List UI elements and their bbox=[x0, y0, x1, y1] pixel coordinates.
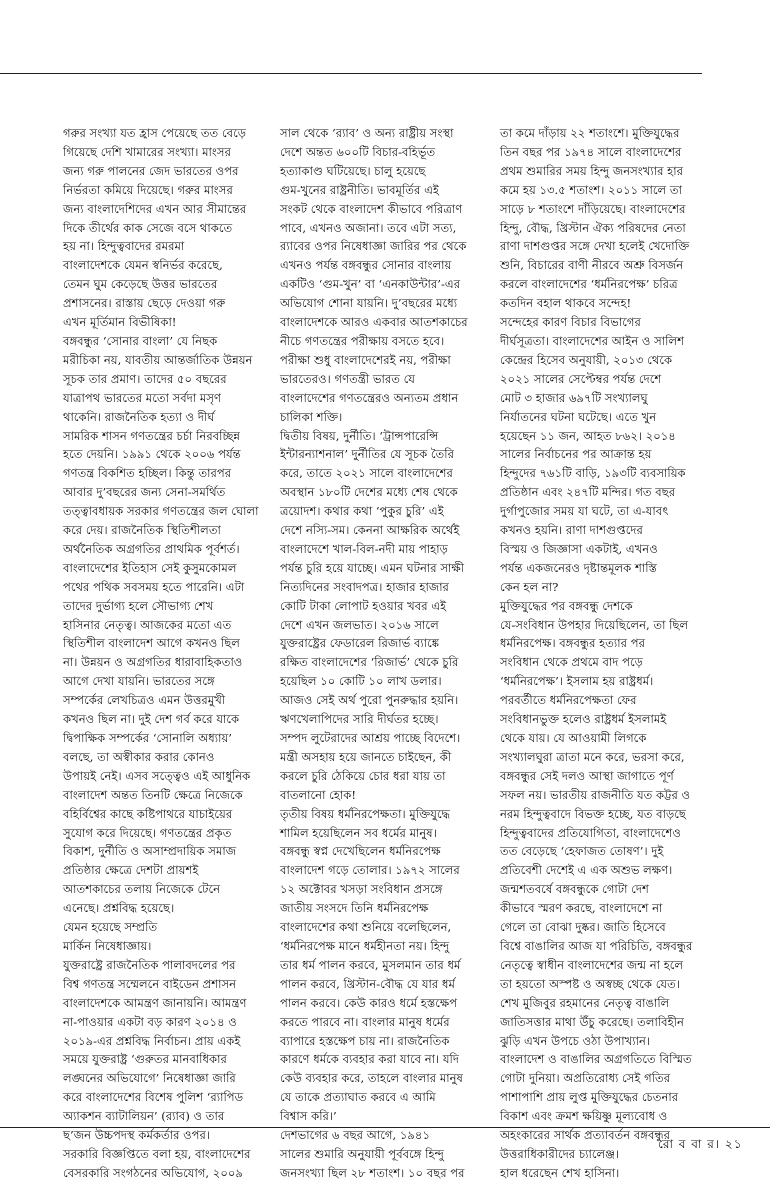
page-folio: রো ব বা র। ২১ bbox=[658, 1137, 743, 1151]
column-text: সাল থেকে ‘র‌্যাব’ ও অন্য রাষ্ট্রীয় সংস্থা দেশে অন্তত ৬০০টি বিচার-বহির্ভূত হত্যাকাণ্ড ঘটিয়েছে। চালু হয়েছে গুম-খুনের রাষ্ট্রনীতি। ভাবমূর্তির এই সংকট থেকে বাংলাদেশ কীভাবে পরিত্রাণ পাবে, এখনও অজানা। তবে এটা সত্য, র‌্যাবের ওপর নিষেধাজ্ঞা জারির পর থেকে এখনও পর্যন্ত বঙ্গবন্ধুর সোনার বাংলায় একটিও ‘গুম-খুন’ বা ‘এনকাউন্টার’-এর অভিযোগ শোনা যায়নি। দু’বছরের মধ্যে বাংলাদেশকে আরও একবার আতশকাচের নীচে গণতন্ত্রের পরীক্ষায় বসতে হবে। পরীক্ষা শুধু বাংলাদেশেরই নয়, পরীক্ষা ভারতেরও। গণতন্ত্রী ভারত যে বাংলাদেশের গণতন্ত্রেরও অন্যতম প্রধান চালিকা শক্তি। দ্বিতীয় বিষয়, দুর্নীতি। ‘ট্রান্সপারেন্সি ইন্টারন্যাশনাল’ দুর্নীতির যে সূচক তৈরি করে, তাতে ২০২১ সালে বাংলাদেশের অবস্থান ১৮০টি দেশের মধ্যে শেষ থেকে ত্রয়োদশ। কথার কথা ‘পুকুর চুরি’ এই দেশে নস্যি-সম। কেননা আক্ষরিক অর্থেই বাংলাদেশে খাল-বিল-নদী মায় পাহাড় পর্যন্ত চুরি হয়ে যাচ্ছে। এমন ঘটনার সাক্ষী নিত্যদিনের সংবাদপত্র। হাজার হাজার কোটি টাকা লোপাট হওয়ার খবর এই দেশে এখন জলভাত। ২০১৬ সালে যুক্তরাষ্ট্রের ফেডারেল রিজার্ভ ব্যাঙ্কে রক্ষিত বাংলাদেশের ‘রিজার্ভ’ থেকে চুরি হয়েছিল ১০ কোটি ১০ লাখ ডলার। আজও সেই অর্থ পুরো পুনরুদ্ধার হয়নি। ঋণখেলাপিদের সারি দীর্ঘতর হচ্ছে। সম্পদ লুটেরাদের আশ্রয় পাচ্ছে বিদেশে। মন্ত্রী অসহায় হয়ে জানতে চাইছেন, কী করলে চুরি ঠেকিয়ে চোর ধরা যায় তা বাতলানো হোক! তৃতীয় বিষয় ধর্মনিরপেক্ষতা। মুক্তিযুদ্ধে শামিল হয়েছিলেন সব ধর্মের মানুষ। বঙ্গবন্ধু স্বপ্ন দেখেছিলেন ধর্মনিরপেক্ষ বাংলাদেশ গড়ে তোলার। ১৯৭২ সালের ১২ অক্টোবর খসড়া সংবিধান প্রসঙ্গে জাতীয় সংসদে তিনি ধর্মনিরপেক্ষ বাংলাদেশের কথা শুনিয়ে বলেছিলেন, ‘ধর্মনিরপেক্ষ মানে ধর্মহীনতা নয়। হিন্দু তার ধর্ম পালন করবে, মুসলমান তার ধর্ম পালন করবে, খ্রিস্টান-বৌদ্ধ যে যার ধর্ম পালন করবে। কেউ কারও ধর্মে হস্তক্ষেপ করতে পারবে না। বাংলার মানুষ ধর্মের ব্যাপারে হস্তক্ষেপ চায় না। রাজনৈতিক কারণে ধর্মকে ব্যবহার করা যাবে না। যদি কেউ ব্যবহার করে, তাহলে বাংলার মানুষ যে তাকে প্রত্যাঘাত করবে এ আমি বিশ্বাস করি।’ দেশভাগের ৬ বছর আগে, ১৯৪১ সালের শুমারি অনুযায়ী পূর্ববঙ্গে হিন্দু জনসংখ্যা ছিল ২৮ শতাংশ। ১০ বছর পর bbox=[280, 126, 468, 1180]
column-text: গরুর সংখ্যা যত হ্রাস পেয়েছে তত বেড়ে গিয়েছে দেশি খামারের সংখ্যা। মাংসর জন্য গরু পালনের জেদ ভারতের ওপর নির্ভরতা কমিয়ে দিয়েছে। গরুর মাংসর জন্য বাংলাদেশিদের এখন আর সীমান্তের দিকে তীর্থের কাক সেজে বসে থাকতে হয় না। হিন্দুত্ববাদের রমরমা বাংলাদেশকে যেমন স্বনির্ভর করেছে, তেমন ঘুম কেড়েছে উত্তর ভারতের প্রশাসনের। রাস্তায় ছেড়ে দেওয়া গরু এখন মূর্তিমান বিভীষিকা! বঙ্গবন্ধুর ‘সোনার বাংলা’ যে নিছক মরীচিকা নয়, যাবতীয় আন্তর্জাতিক উন্নয়ন সূচক তার প্রমাণ। তাদের ৫০ বছরের যাত্রাপথ ভারতের মতো সর্বদা মসৃণ থাকেনি। রাজনৈতিক হত্যা ও দীর্ঘ সামরিক শাসন গণতন্ত্রের চর্চা নিরবচ্ছিন্ন হতে দেয়নি। ১৯৯১ থেকে ২০০৬ পর্যন্ত গণতন্ত্র বিকশিত হচ্ছিল। কিন্তু তারপর আবার দু’বছরের জন্য সেনা-সমর্থিত তত্ত্বাবধায়ক সরকার গণতন্ত্রের জল ঘোলা করে দেয়। রাজনৈতিক স্থিতিশীলতা অর্থনৈতিক অগ্রগতির প্রাথমিক পূর্বশর্ত। বাংলাদেশের ইতিহাস সেই কুসুমকোমল পথের পথিক সবসময় হতে পারেনি। এটা তাদের দুর্ভাগ্য হলে সৌভাগ্য শেখ হাসিনার নেতৃত্ব। আজকের মতো এত স্থিতিশীল বাংলাদেশ আগে কখনও ছিল না। উন্নয়ন ও অগ্রগতির ধারাবাহিকতাও আগে দেখা যায়নি। ভারতের সঙ্গে সম্পর্কের লেখচিত্রও এমন উত্তরমুখী কখনও ছিল না। দুই দেশ গর্ব করে যাকে দ্বিপাক্ষিক সম্পর্কের ‘সোনালি অধ্যায়’ বলছে, তা অস্বীকার করার কোনও উপায়ই নেই। এসব সত্ত্বেও এই আধুনিক বাংলাদেশ অন্তত তিনটি ক্ষেত্রে নিজেকে বহির্বিশ্বের কাছে কষ্টিপাথরে যাচাইয়ের সুযোগ করে দিয়েছে। গণতন্ত্রের প্রকৃত বিকাশ, দুর্নীতি ও অসাম্প্রদায়িক সমাজ প্রতিষ্ঠার ক্ষেত্রে দেশটা প্রায়শই আতশকাচের তলায় নিজেকে টেনে এনেছে। প্রশ্নবিদ্ধ হয়েছে। যেমন হয়েছে সম্প্রতি মার্কিন নিষেধাজ্ঞায়। যুক্তরাষ্ট্রে রাজনৈতিক পালাবদলের পর বিশ্ব গণতন্ত্র সম্মেলনে বাইডেন প্রশাসন বাংলাদেশকে আমন্ত্রণ জানায়নি। আমন্ত্রণ না-পাওয়ার একটা বড় কারণ ২০১৪ ও ২০১৯-এর প্রশ্নবিদ্ধ নির্বাচন। প্রায় একই সময়ে যুক্তরাষ্ট্র ‘গুরুতর মানবাধিকার লঙ্ঘনের অভিযোগে’ নিষেধাজ্ঞা জারি করে বাংলাদেশের বিশেষ পুলিশ ‘র‌্যাপিড অ্যাকশন ব্যাটালিয়ন’ (র‌্যাব) ও তার ছ’জন উচ্চপদস্থ কর্মকর্তার ওপর। সরকারি বিজ্ঞপ্তিতে বলা হয়, বাংলাদেশের বেসরকারি সংগঠনের অভিযোগ, ২০০৯ bbox=[63, 126, 259, 1180]
bottom-rule bbox=[0, 1127, 770, 1128]
article-column-1 bbox=[63, 124, 277, 1183]
column-text: তা কমে দাঁড়ায় ২২ শতাংশে। মুক্তিযুদ্ধের তিন বছর পর ১৯৭৪ সালে বাংলাদেশের প্রথম শুমারির সময় হিন্দু জনসংখ্যার হার কমে হয় ১৩.৫ শতাংশ। ২০১১ সালে তা সাড়ে ৮ শতাংশে দাঁড়িয়েছে। বাংলাদেশের হিন্দু, বৌদ্ধ, খ্রিস্টান ঐক্য পরিষদের নেতা রাণা দাশগুপ্তর সঙ্গে দেখা হলেই খেদোক্তি শুনি, বিচারের বাণী নীরবে অশ্রু বিসর্জন করলে বাংলাদেশের ‘ধর্মনিরপেক্ষ’ চরিত্র কতদিন বহাল থাকবে সন্দেহ! সন্দেহের কারণ বিচার বিভাগের দীর্ঘসূত্রতা। বাংলাদেশের আইন ও সালিশ কেন্দ্রের হিসেব অনুযায়ী, ২০১৩ থেকে ২০২১ সালের সেপ্টেম্বর পর্যন্ত দেশে মোট ৩ হাজার ৬৯৭টি সংখ্যালঘু নির্যাতনের ঘটনা ঘটেছে। এতে খুন হয়েছেন ১১ জন, আহত ৮৬২। ২০১৪ সালের নির্বাচনের পর আক্রান্ত হয় হিন্দুদের ৭৬১টি বাড়ি, ১৯৩টি ব্যবসায়িক প্রতিষ্ঠান এবং ২৪৭টি মন্দির। গত বছর দুর্গাপুজোর সময় যা ঘটে, তা এ-যাবৎ কখনও হয়নি। রাণা দাশগুপ্তদের বিস্ময় ও জিজ্ঞাসা একটাই, এখনও পর্যন্ত একজনেরও দৃষ্টান্তমূলক শাস্তি কেন হল না? মুক্তিযুদ্ধের পর বঙ্গবন্ধু দেশকে যে-সংবিধান উপহার দিয়েছিলেন, তা ছিল ধর্মনিরপেক্ষ। বঙ্গবন্ধুর হত্যার পর সংবিধান থেকে প্রথমে বাদ পড়ে ‘ধর্মনিরপেক্ষ’। ইসলাম হয় রাষ্ট্রধর্ম। পরবর্তীতে ধর্মনিরপেক্ষতা ফের সংবিধানভুক্ত হলেও রাষ্ট্রধর্ম ইসলামই থেকে যায়। যে আওয়ামী লিগকে সংখ্যালঘুরা ত্রাতা মনে করে, ভরসা করে, বঙ্গবন্ধুর সেই দলও আস্থা জাগাতে পূর্ণ সফল নয়। ভারতীয় রাজনীতি যত কট্টর ও নরম হিন্দুত্ববাদে বিভক্ত হচ্ছে, যত বাড়ছে হিন্দুত্ববাদের প্রতিযোগিতা, বাংলাদেশেও তত বেড়েছে ‘হেফাজত তোষণ’। দুই প্রতিবেশী দেশেই এ এক অশুভ লক্ষণ। জন্মশতবর্ষে বঙ্গবন্ধুকে গোটা দেশ কীভাবে স্মরণ করছে, বাংলাদেশে না গেলে তা বোঝা দুষ্কর। জাতি হিসেবে বিশ্বে বাঙালির আজ যা পরিচিতি, বঙ্গবন্ধুর নেতৃত্বে স্বাধীন বাংলাদেশের জন্ম না হলে তা হয়তো অস্পষ্ট ও অস্বচ্ছ থেকে যেত। শেখ মুজিবুর রহমানের নেতৃত্ব বাঙালি জাতিসত্তার মাথা উঁচু করেছে। তলাবিহীন ঝুড়ি এখন উপচে ওঠা উপাখ্যান। বাংলাদেশ ও বাঙালির অগ্রগতিতে বিস্মিত গোটা দুনিয়া। অপ্রতিরোধ্য সেই গতির পাশাপাশি প্রায় লুপ্ত মুক্তিযুদ্ধের চেতনার বিকাশ এবং ক্রমশ ক্ষয়িষ্ণু মূল্যবোধ ও অহংকারের সার্থক প্রত্যাবর্তন বঙ্গবন্ধুর উত্তরাধিকারীদের চ্যালেঞ্জ। হাল ধরেছেন শেখ হাসিনা। bbox=[500, 126, 693, 1180]
article-column-3 bbox=[500, 124, 714, 1183]
top-rule bbox=[0, 73, 702, 74]
article-column-2 bbox=[280, 124, 494, 1183]
